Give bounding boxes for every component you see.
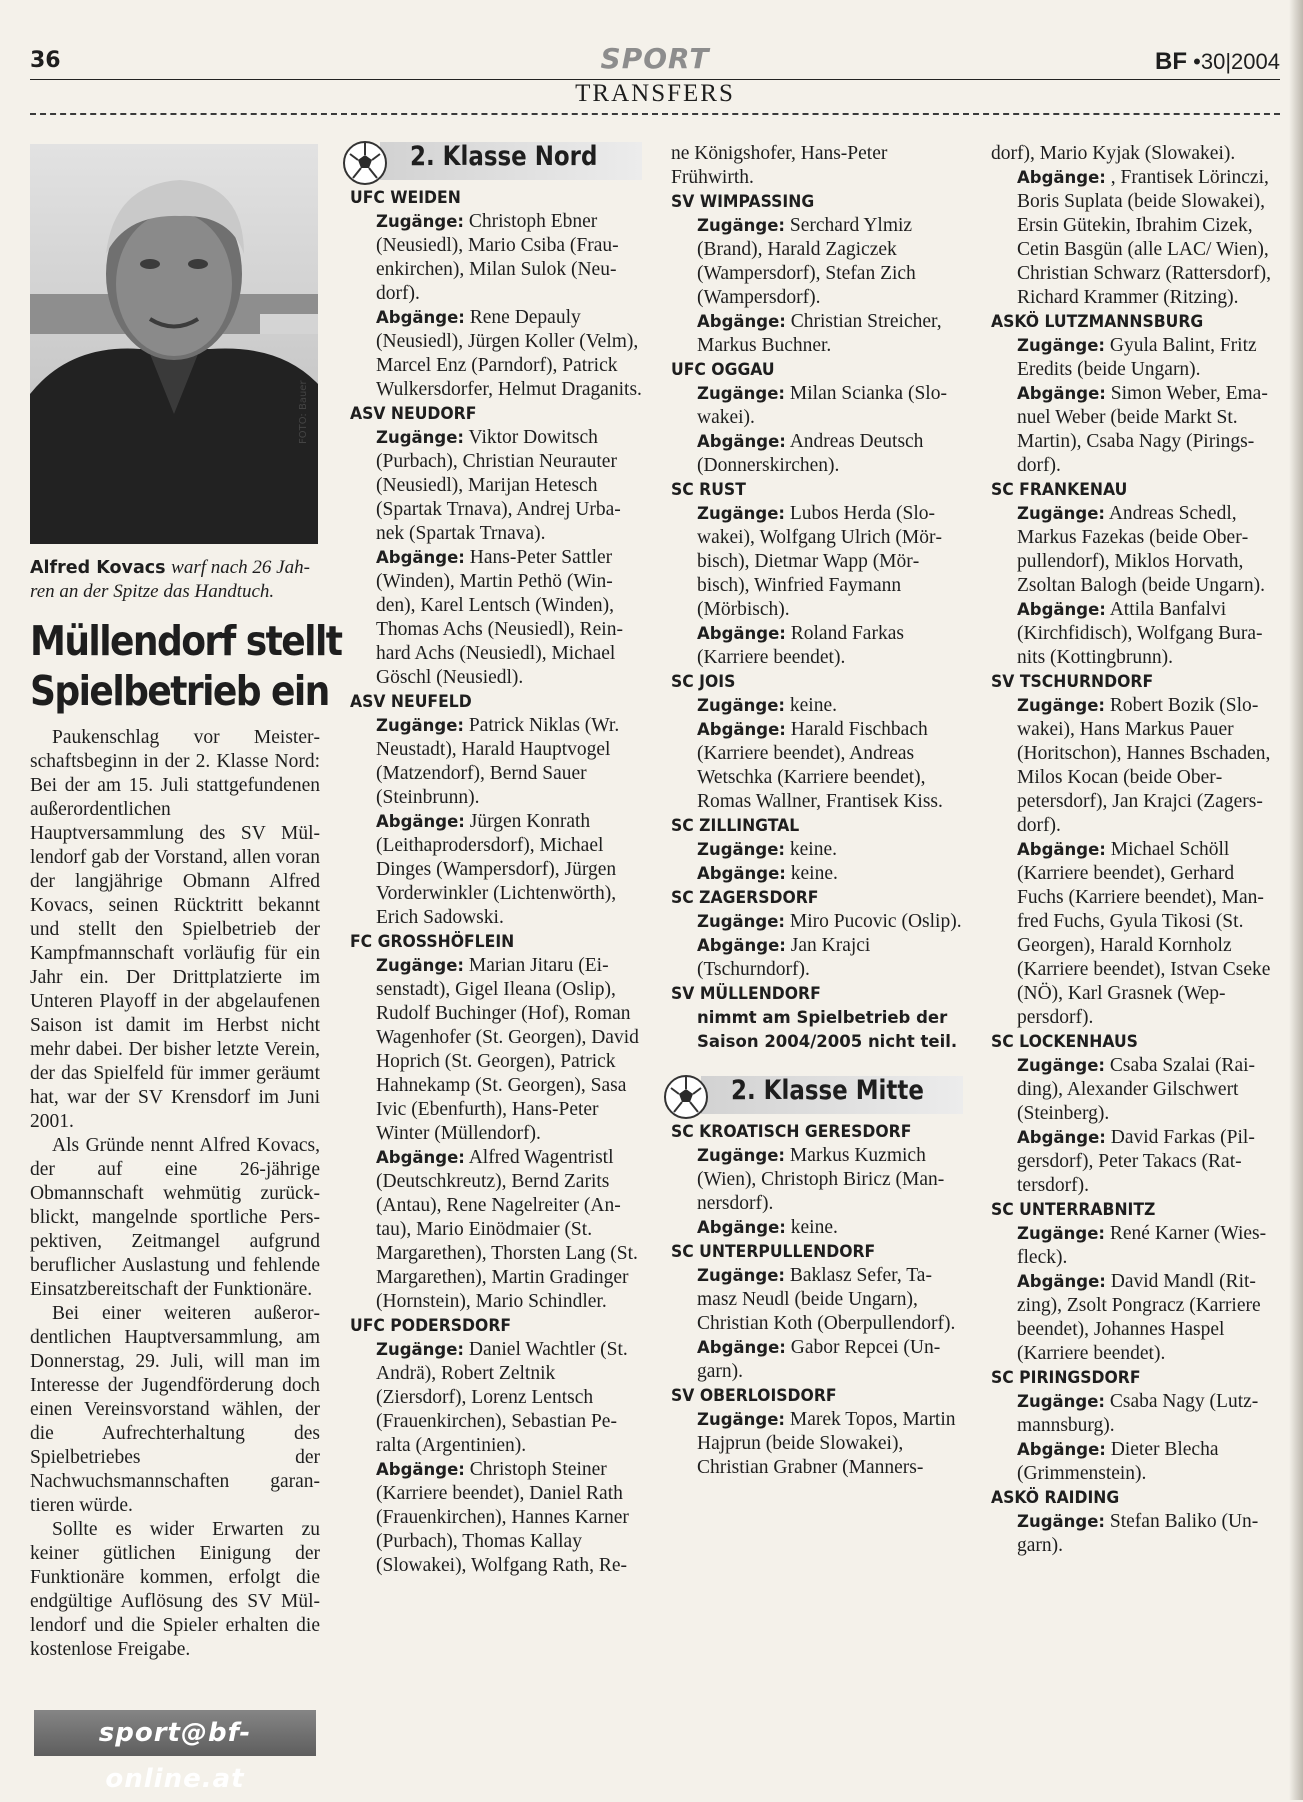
page-number: 36: [30, 48, 61, 73]
arrivals-text: Milan Scianka (Slowakei).: [697, 383, 947, 428]
departures-text: Alfred Wagentristl (Deutschkreutz), Bernd Zarits (Antau), Rene Nagelreiter (Antau), Mario Einödmaier (St. Margarethen), Thorsten Lang (St. Margarethen), Martin Gradinger (Hornstein), Mario Schindler.: [376, 1147, 638, 1312]
arrivals-label: Zugänge:: [1017, 1224, 1106, 1243]
departures-text: Attila Banfalvi (Kirchfidisch), Wolfgang Buranits (Kottingbrunn).: [1017, 599, 1263, 668]
departures-entry: [671, 430, 963, 478]
article-paragraph: Als Gründe nennt Alfred Kovacs, der auf eine 26-jährige Obmannschaft wehmütig zurückblickt, mangelnde sportliche Perspektiven, Zeitmangel aufgrund beruflicher Auslastung und fehlende Einsatzbereitschaft der Funktionäre.: [30, 1135, 320, 1300]
transfer-column-4: [991, 142, 1283, 1558]
club-name: SV MÜLLENDORF: [671, 984, 821, 1004]
arrivals-label: Zugänge:: [697, 840, 786, 859]
arrivals-text: Andreas Schedl, Markus Fazekas (beide Oberpullendorf), Miklos Horvath, Zsoltan Balogh (beide Ungarn).: [1017, 503, 1266, 596]
arrivals-text: Lubos Herda (Slowakei), Wolfgang Ulrich (Mörbisch), Dietmar Wapp (Mörbisch), Winfried Faymann (Mörbisch).: [697, 503, 943, 620]
publication-name: BF: [1155, 48, 1188, 75]
departures-entry: [671, 310, 963, 358]
arrivals-entry: [991, 1054, 1283, 1126]
departures-entry: [991, 382, 1283, 478]
arrivals-entry: [350, 426, 642, 546]
caption-text: warf nach 26 Jahren an der Spitze das Handtuch.: [30, 557, 310, 602]
article-paragraph: Sollte es wider Erwarten zu keiner gütlichen Einigung der Funktionäre kommen, erfolgt die endgültige Auflösung des SV Müllendorf und die Spieler erhalten die kostenlose Freigabe.: [30, 1519, 320, 1660]
arrivals-label: Zugänge:: [1017, 504, 1106, 523]
departures-label: Abgänge:: [697, 1218, 786, 1237]
club-name: ASKÖ RAIDING: [991, 1488, 1120, 1508]
league-title: 2. Klasse Mitte: [731, 1075, 924, 1106]
league-header-mitte: [671, 1076, 963, 1118]
departures-label: Abgänge:: [1017, 1440, 1106, 1459]
rubric-title: TRANSFERS: [575, 80, 735, 107]
departures-label: Abgänge:: [376, 308, 465, 327]
portrait-photo: [30, 144, 318, 544]
arrivals-text: Serchard Ylmiz (Brand), Harald Zagiczek (Wampersdorf), Stefan Zich (Wampersdorf).: [697, 215, 916, 308]
departures-text: Harald Fischbach (Karriere beendet), Andreas Wetschka (Karriere beendet), Romas Wallner, Frantisek Kiss.: [697, 719, 943, 812]
transfer-list: [991, 142, 1283, 1558]
arrivals-text: Marek Topos, Martin Hajprun (beide Slowakei), Christian Grabner (Manners-: [697, 1409, 956, 1478]
club-name: SV OBERLOISDORF: [671, 1386, 837, 1406]
arrivals-text: Robert Bozik (Slowakei), Hans Markus Pauer (Horitschon), Hannes Bschaden, Milos Kocan (beide Oberpetersdorf), Jan Krajci (Zagersdorf).: [1017, 695, 1271, 836]
departures-text: Christian Streicher, Markus Buchner.: [697, 311, 942, 356]
departures-entry: [350, 306, 642, 402]
club-name: FC GROSSHÖFLEIN: [350, 932, 515, 952]
arrivals-label: Zugänge:: [697, 384, 786, 403]
departures-label: Abgänge:: [697, 1338, 786, 1357]
arrivals-text: keine.: [789, 839, 837, 860]
departures-label: Abgänge:: [376, 1148, 465, 1167]
departures-text: David Mandl (Ritzing), Zsolt Pongracz (Karriere beendet), Johannes Haspel (Karriere beendet).: [1017, 1271, 1261, 1364]
departures-label: Abgänge:: [1017, 384, 1106, 403]
arrivals-text: Csaba Nagy (Lutzmannsburg).: [1017, 1391, 1259, 1436]
arrivals-label: Zugänge:: [1017, 1392, 1106, 1411]
article-body: [30, 726, 320, 1662]
transfer-list: [671, 142, 963, 982]
club-name: UFC WEIDEN: [350, 188, 461, 208]
transfer-column-2: [350, 142, 642, 1578]
departures-label: Abgänge:: [376, 548, 465, 567]
departures-text: keine.: [790, 1217, 838, 1238]
continued-text: dorf), Mario Kyjak (Slowakei).: [991, 143, 1236, 164]
departures-text: Andreas Deutsch (Donnerskirchen).: [697, 431, 924, 476]
arrivals-entry: [671, 694, 963, 718]
club-name: SC FRANKENAU: [991, 480, 1128, 500]
arrivals-text: Patrick Niklas (Wr. Neustadt), Harald Hauptvogel (Matzendorf), Bernd Sauer (Steinbrunn).: [376, 715, 620, 808]
departures-text: Christoph Steiner (Karriere beendet), Daniel Rath (Frauenkirchen), Hannes Karner (Purbach), Thomas Kallay (Slowakei), Wolfgang Rath, Re-: [376, 1459, 629, 1576]
departures-entry: [350, 546, 642, 690]
arrivals-entry: [671, 910, 963, 934]
club-name: SC UNTERRABNITZ: [991, 1200, 1156, 1220]
departures-label: Abgänge:: [697, 624, 786, 643]
arrivals-label: Zugänge:: [697, 912, 786, 931]
club-name: SC LOCKENHAUS: [991, 1032, 1138, 1052]
arrivals-label: Zugänge:: [376, 212, 465, 231]
arrivals-entry: [350, 714, 642, 810]
club-name: ASV NEUDORF: [350, 404, 477, 424]
departures-entry: [991, 1438, 1283, 1486]
arrivals-text: Viktor Dowitsch (Purbach), Christian Neurauter (Neusiedl), Marijan Hetesch (Spartak Trnava), Andrej Urbanek (Spartak Trnava).: [376, 427, 621, 544]
departures-text: Simon Weber, Emanuel Weber (beide Markt St. Martin), Csaba Nagy (Piringsdorf).: [1017, 383, 1268, 476]
departures-text: Roland Farkas (Karriere beendet).: [697, 623, 904, 668]
arrivals-text: Csaba Szalai (Raiding), Alexander Gilschwert (Steinberg).: [1017, 1055, 1256, 1124]
arrivals-entry: [671, 838, 963, 862]
departures-label: Abgänge:: [697, 864, 786, 883]
departures-entry: [991, 1126, 1283, 1198]
club-name: SC JOIS: [671, 672, 736, 692]
departures-entry: [671, 622, 963, 670]
departures-label: Abgänge:: [697, 312, 786, 331]
arrivals-entry: [671, 1264, 963, 1336]
issue-info: BF •30|2004: [1155, 48, 1280, 75]
headline-line: Müllendorf stellt: [30, 617, 342, 665]
arrivals-text: Markus Kuzmich (Wien), Christoph Biricz (Mannersdorf).: [697, 1145, 945, 1214]
departures-entry: [350, 1458, 642, 1578]
arrivals-entry: [991, 334, 1283, 382]
arrivals-label: Zugänge:: [1017, 1512, 1106, 1531]
departures-text: , Frantisek Lörinczi, Boris Suplata (beide Slowakei), Ersin Gütekin, Ibrahim Cizek, Cetin Basgün (alle LAC/ Wien), Christian Schwarz (Rattersdorf), Richard Krammer (Ritzing).: [1017, 167, 1271, 308]
arrivals-entry: [671, 1144, 963, 1216]
departures-entry: [350, 810, 642, 930]
club-name: UFC PODERSDORF: [350, 1316, 512, 1336]
arrivals-label: Zugänge:: [376, 716, 465, 735]
arrivals-entry: [671, 502, 963, 622]
departures-entry: [991, 1270, 1283, 1366]
arrivals-label: Zugänge:: [376, 956, 465, 975]
arrivals-label: Zugänge:: [1017, 1056, 1106, 1075]
departures-label: Abgänge:: [1017, 1128, 1106, 1147]
departures-entry: [671, 1216, 963, 1240]
arrivals-text: keine.: [789, 695, 837, 716]
arrivals-text: Christoph Ebner (Neusiedl), Mario Csiba (Frauenkirchen), Milan Sulok (Neudorf).: [376, 211, 619, 304]
departures-entry: [671, 718, 963, 814]
article-paragraph: Bei einer weiteren außerordentlichen Hauptversammlung, am Donnerstag, 29. Juli, will man im Interesse der Jugendförderung doch einen Vereinsvorstand wählen, der die Aufrechterhaltung des Spielbetriebes der Nachwuchsmannschaften garantieren würde.: [30, 1303, 320, 1516]
departures-label: Abgänge:: [697, 720, 786, 739]
arrivals-entry: [991, 694, 1283, 838]
arrivals-text: Baklasz Sefer, Tamasz Neudl (beide Ungarn), Christian Koth (Oberpullendorf).: [697, 1265, 956, 1334]
arrivals-label: Zugänge:: [697, 1146, 786, 1165]
club-name: ASV NEUFELD: [350, 692, 472, 712]
arrivals-entry: [991, 1222, 1283, 1270]
departures-text: Jürgen Konrath (Leithaprodersdorf), Michael Dinges (Wampersdorf), Jürgen Vorderwinkler (Lichtenwörth), Erich Sadowski.: [376, 811, 617, 928]
article-headline: [30, 616, 342, 716]
arrivals-entry: [991, 1510, 1283, 1558]
arrivals-entry: [350, 1338, 642, 1458]
continued-text: ne Königshofer, Hans-Peter Frühwirth.: [671, 143, 888, 188]
departures-entry: [991, 838, 1283, 1030]
departures-entry: [991, 598, 1283, 670]
arrivals-label: Zugänge:: [376, 428, 465, 447]
section-title: SPORT: [600, 42, 710, 75]
caption-name: Alfred Kovacs: [30, 558, 166, 578]
departures-label: Abgänge:: [1017, 1272, 1106, 1291]
arrivals-entry: [350, 210, 642, 306]
departures-text: Rene Depauly (Neusiedl), Jürgen Koller (Velm), Marcel Enz (Parndorf), Patrick Wulkersdorfer, Helmut Draganits.: [376, 307, 642, 400]
arrivals-text: Gyula Balint, Fritz Eredits (beide Ungarn).: [1017, 335, 1257, 380]
arrivals-text: René Karner (Wiesfleck).: [1017, 1223, 1267, 1268]
football-icon: [340, 138, 390, 188]
arrivals-entry: [671, 1408, 963, 1480]
departures-label: Abgänge:: [376, 812, 465, 831]
departures-entry: [671, 934, 963, 982]
departures-text: keine.: [790, 863, 838, 884]
club-name: SC ZAGERSDORF: [671, 888, 819, 908]
club-name: UFC OGGAU: [671, 360, 775, 380]
departures-entry: [350, 1146, 642, 1314]
arrivals-label: Zugänge:: [697, 696, 786, 715]
arrivals-entry: [991, 502, 1283, 598]
departures-text: Michael Schöll (Karriere beendet), Gerhard Fuchs (Karriere beendet), Manfred Fuchs, Gyula Tikosi (St. Georgen), Harald Kornholz (Karriere beendet), Istvan Cseke (NÖ), Karl Grasnek (Weppersdorf).: [1017, 839, 1271, 1028]
arrivals-entry: [991, 1390, 1283, 1438]
club-name: SC PIRINGSDORF: [991, 1368, 1141, 1388]
club-name: SV TSCHURNDORF: [991, 672, 1154, 692]
departures-label: Abgänge:: [1017, 600, 1106, 619]
club-name: ASKÖ LUTZMANNSBURG: [991, 312, 1204, 332]
arrivals-label: Zugänge:: [1017, 336, 1106, 355]
arrivals-label: Zugänge:: [697, 1410, 786, 1429]
departures-label: Abgänge:: [1017, 168, 1106, 187]
departures-text: Gabor Repcei (Ungarn).: [697, 1337, 941, 1382]
arrivals-label: Zugänge:: [697, 504, 786, 523]
arrivals-text: Miro Pucovic (Oslip).: [789, 911, 962, 932]
article-paragraph: Paukenschlag vor Meisterschaftsbeginn in der 2. Klasse Nord: Bei der am 15. Juli stattgefundenen außerordentlichen Hauptversammlung des SV Müllendorf gab der Vorstand, allen voran der langjährige Obmann Alfred Kovacs, seinen Rücktritt bekannt und stellt den Spielbetrieb der Kampfmannschaft vorläufig für ein Jahr ein. Der Drittplatzierte im Unteren Playoff in der abgelaufenen Saison ist damit im Herbst nicht mehr dabei. Der bisher letzte Verein, der das Spielfeld für immer geräumt hat, war der SV Krensdorf im Juni 2001.: [30, 727, 320, 1132]
departures-label: Abgänge:: [697, 936, 786, 955]
departures-text: Hans-Peter Sattler (Winden), Martin Pethö (Winden), Karel Lentsch (Winden), Thomas Achs (Neusiedl), Reinhard Achs (Neusiedl), Michael Göschl (Neusiedl).: [376, 547, 623, 688]
issue-year: 2004: [1231, 49, 1280, 74]
club-name: SC RUST: [671, 480, 746, 500]
masthead: [30, 40, 1280, 76]
dashed-divider: [30, 113, 1280, 115]
photo-credit: FOTO: Bauer: [298, 380, 309, 444]
league-title: 2. Klasse Nord: [410, 141, 598, 172]
football-icon: [661, 1072, 711, 1122]
departures-entry: [991, 166, 1283, 310]
page-edge-shadow: [1289, 0, 1303, 1800]
departures-entry: [671, 862, 963, 886]
transfer-list: [671, 1120, 963, 1480]
club-name: SV WIMPASSING: [671, 192, 815, 212]
arrivals-text: Marian Jitaru (Eisenstadt), Gigel Ileana (Oslip), Rudolf Buchinger (Hof), Roman Wagenhofer (St. Georgen), David Hoprich (St. Georgen), Patrick Hahnekamp (St. Georgen), Sasa Ivic (Ebenfurth), Hans-Peter Winter (Müllendorf).: [376, 955, 639, 1144]
arrivals-entry: [350, 954, 642, 1146]
photo-caption: [30, 556, 320, 604]
transfer-column-3: [671, 142, 963, 1480]
club-name: SC UNTERPULLENDORF: [671, 1242, 876, 1262]
arrivals-entry: [671, 382, 963, 430]
departures-label: Abgänge:: [1017, 840, 1106, 859]
email-link[interactable]: sport@bf-online.at: [34, 1710, 316, 1756]
issue-number: 30: [1200, 49, 1226, 74]
departures-label: Abgänge:: [697, 432, 786, 451]
departures-text: Jan Krajci (Tschurndorf).: [697, 935, 871, 980]
arrivals-label: Zugänge:: [1017, 696, 1106, 715]
arrivals-label: Zugänge:: [697, 216, 786, 235]
departures-label: Abgänge:: [376, 1460, 465, 1479]
arrivals-entry: [671, 214, 963, 310]
departures-entry: [671, 1336, 963, 1384]
departures-text: Dieter Blecha (Grimmenstein).: [1017, 1439, 1219, 1484]
transfer-list: [350, 186, 642, 1578]
arrivals-label: Zugänge:: [697, 1266, 786, 1285]
club-notice: nimmt am Spielbetrieb der Saison 2004/2005 nicht teil.: [697, 1008, 958, 1051]
arrivals-label: Zugänge:: [376, 1340, 465, 1359]
league-header-nord: [350, 142, 642, 184]
arrivals-text: Daniel Wachtler (St. Andrä), Robert Zeltnik (Ziersdorf), Lorenz Lentsch (Frauenkirchen), Sebastian Peralta (Argentinien).: [376, 1339, 628, 1456]
club-name: SC ZILLINGTAL: [671, 816, 800, 836]
headline-line: Spielbetrieb ein: [30, 667, 329, 715]
club-name: SC KROATISCH GERESDORF: [671, 1122, 912, 1142]
departures-text: David Farkas (Pilgersdorf), Peter Takacs (Rattersdorf).: [1017, 1127, 1255, 1196]
arrivals-text: Stefan Baliko (Ungarn).: [1017, 1511, 1259, 1556]
